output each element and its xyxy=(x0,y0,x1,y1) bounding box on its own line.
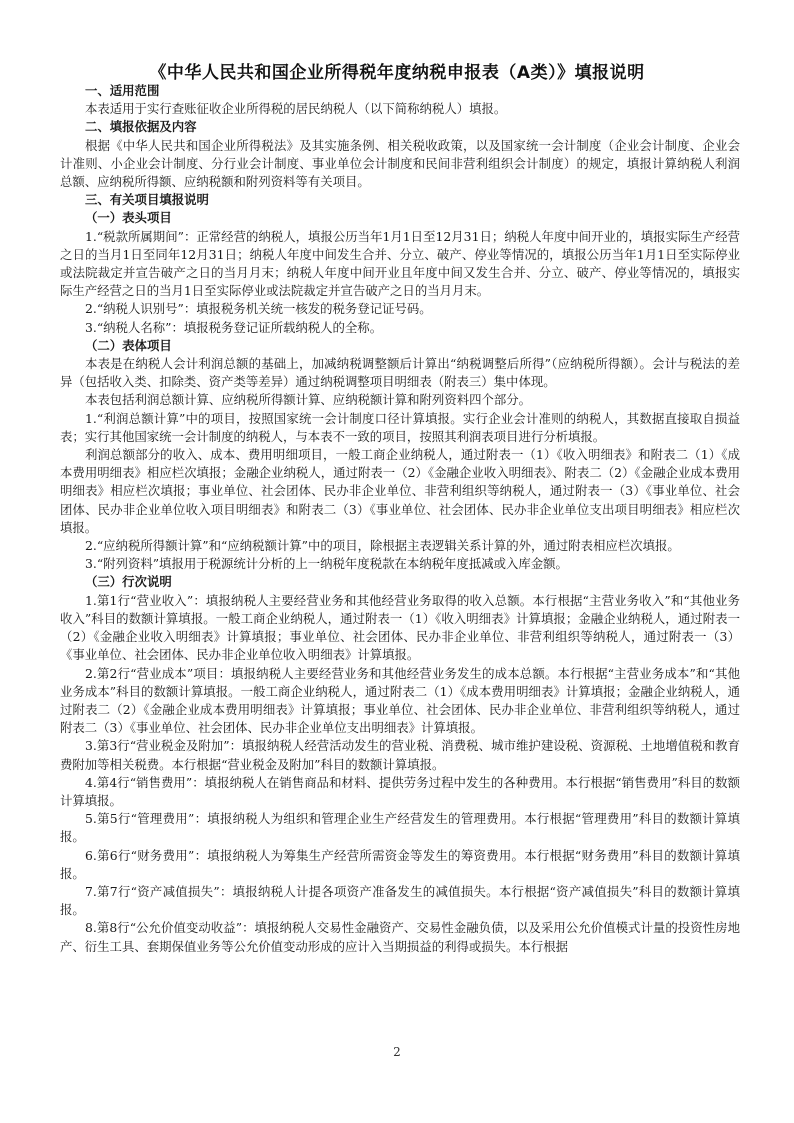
paragraph: 2.“纳税人识别号”：填报税务机关统一核发的税务登记证号码。 xyxy=(85,301,432,317)
paragraph: 2.第2行“营业成本”项目：填报纳税人主要经营业务和其他经营业务发生的成本总额。本行根据“主营业务成本”和“其他业务成本”科目的数额计算填报。一般工商企业纳税人，通过附表二（1）《成本费用明细表》计算填报；金融企业纳税人，通过附表二（2）《金融企业成本费用明细表》计算填报；事业单位、社会团体、民办非企业单位、非营利组织等纳税人，通过附表二（3）《事业单位、社会团体、民办非企业单位支出明细表》计算填报。 xyxy=(60,665,740,736)
paragraph: 3.“纳税人名称”：填报税务登记证所载纳税人的全称。 xyxy=(85,319,383,335)
paragraph: 3.第3行“营业税金及附加”：填报纳税人经营活动发生的营业税、消费税、城市维护建设税、资源税、土地增值税和教育费附加等相关税费。本行根据“营业税金及附加”科目的数额计算填报。 xyxy=(60,738,740,772)
paragraph: 5.第5行“管理费用”：填报纳税人为组织和管理企业生产经营发生的管理费用。本行根据“管理费用”科目的数额计算填报。 xyxy=(60,811,740,845)
paragraph: 本表是在纳税人会计利润总额的基础上，加减纳税调整额后计算出“纳税调整后所得”（应纳税所得额）。会计与税法的差异（包括收入类、扣除类、资产类等差异）通过纳税调整项目明细表（附表三）集中体现。 xyxy=(60,356,740,390)
paragraph: 利润总额部分的收入、成本、费用明细项目，一般工商企业纳税人，通过附表一（1）《收入明细表》和附表二（1）《成本费用明细表》相应栏次填报；金融企业纳税人，通过附表一（2）《金融企业收入明细表》、附表二（2）《金融企业成本费用明细表》相应栏次填报；事业单位、社会团体、民办非企业单位、非营利组织等纳税人，通过附表一（3）《事业单位、社会团体、民办非企业单位收入项目明细表》和附表二（3）《事业单位、社会团体、民办非企业单位支出项目明细表》相应栏次填报。 xyxy=(60,447,740,535)
paragraph: 1.“税款所属期间”：正常经营的纳税人，填报公历当年1月1日至12月31日；纳税人年度中间开业的，填报实际生产经营之日的当月1日至同年12月31日；纳税人年度中间发生合并、分立、破产、停业等情况的，填报公历当年1月1日至实际停业或法院裁定并宣告破产之日的当月月末；纳税人年度中间开业且年度中间又发生合并、分立、破产、停业等情况的，填报实际生产经营之日的当月1日至实际停业或法院裁定并宣告破产之日的当月月末。 xyxy=(60,228,740,299)
paragraph: 根据《中华人民共和国企业所得税法》及其实施条例、相关税收政策，以及国家统一会计制度（企业会计制度、企业会计准则、小企业会计制度、分行业会计制度、事业单位会计制度和民间非营利组织会计制度）的规定，填报计算纳税人利润总额、应纳税所得额、应纳税额和附列资料等有关项目。 xyxy=(60,137,740,190)
paragraph: 本表适用于实行查账征收企业所得税的居民纳税人（以下简称纳税人）填报。 xyxy=(85,101,507,117)
section-heading: 二、填报依据及内容 xyxy=(85,119,197,135)
paragraph: 7.第7行“资产减值损失”：填报纳税人计提各项资产准备发生的减值损失。本行根据“资产减值损失”科目的数额计算填报。 xyxy=(60,883,740,918)
page-number: 2 xyxy=(393,1045,401,1059)
page-title: 《中华人民共和国企业所得税年度纳税申报表（A类）》填报说明 xyxy=(149,63,645,83)
subsection-heading: （二）表体项目 xyxy=(85,337,172,353)
paragraph: 3.“附列资料”填报用于税源统计分析的上一纳税年度税款在本纳税年度抵减或入库金额。 xyxy=(85,556,568,572)
section-heading: 三、有关项目填报说明 xyxy=(85,192,209,208)
paragraph: 8.第8行“公允价值变动收益”：填报纳税人交易性金融资产、交易性金融负债，以及采用公允价值模式计量的投资性房地产、衍生工具、套期保值业务等公允价值变动形成的应计入当期损益的利得或损失。本行根据 xyxy=(60,920,740,954)
paragraph: 4.第4行“销售费用”：填报纳税人在销售商品和材料、提供劳务过程中发生的各种费用。本行根据“销售费用”科目的数额计算填报。 xyxy=(60,774,740,808)
paragraph: 1.“利润总额计算”中的项目，按照国家统一会计制度口径计算填报。实行企业会计准则的纳税人，其数据直接取自损益表；实行其他国家统一会计制度的纳税人，与本表不一致的项目，按照其利润表项目进行分析填报。 xyxy=(60,410,740,444)
subsection-heading: （一）表头项目 xyxy=(85,210,172,226)
section-heading: 一、适用范围 xyxy=(85,83,160,98)
subsection-heading: （三）行次说明 xyxy=(85,574,172,590)
paragraph: 6.第6行“财务费用”：填报纳税人为筹集生产经营所需资金等发生的筹资费用。本行根据“财务费用”科目的数额计算填报。 xyxy=(60,847,740,881)
paragraph: 2.“应纳税所得额计算”和“应纳税额计算”中的项目，除根据主表逻辑关系计算的外，通过附表相应栏次填报。 xyxy=(85,538,680,554)
paragraph: 1.第1行“营业收入”：填报纳税人主要经营业务和其他经营业务取得的收入总额。本行根据“主营业务收入”和“其他业务收入”科目的数额计算填报。一般工商企业纳税人，通过附表一（1）《收入明细表》计算填报；金融企业纳税人，通过附表一（2）《金融企业收入明细表》计算填报；事业单位、社会团体、民办非企业单位、非营利组织等纳税人，通过附表一（3）《事业单位、社会团体、民办非企业单位收入明细表》计算填报。 xyxy=(60,592,740,663)
document-body xyxy=(60,82,740,956)
paragraph: 本表包括利润总额计算、应纳税所得额计算、应纳税额计算和附列资料四个部分。 xyxy=(85,392,532,408)
